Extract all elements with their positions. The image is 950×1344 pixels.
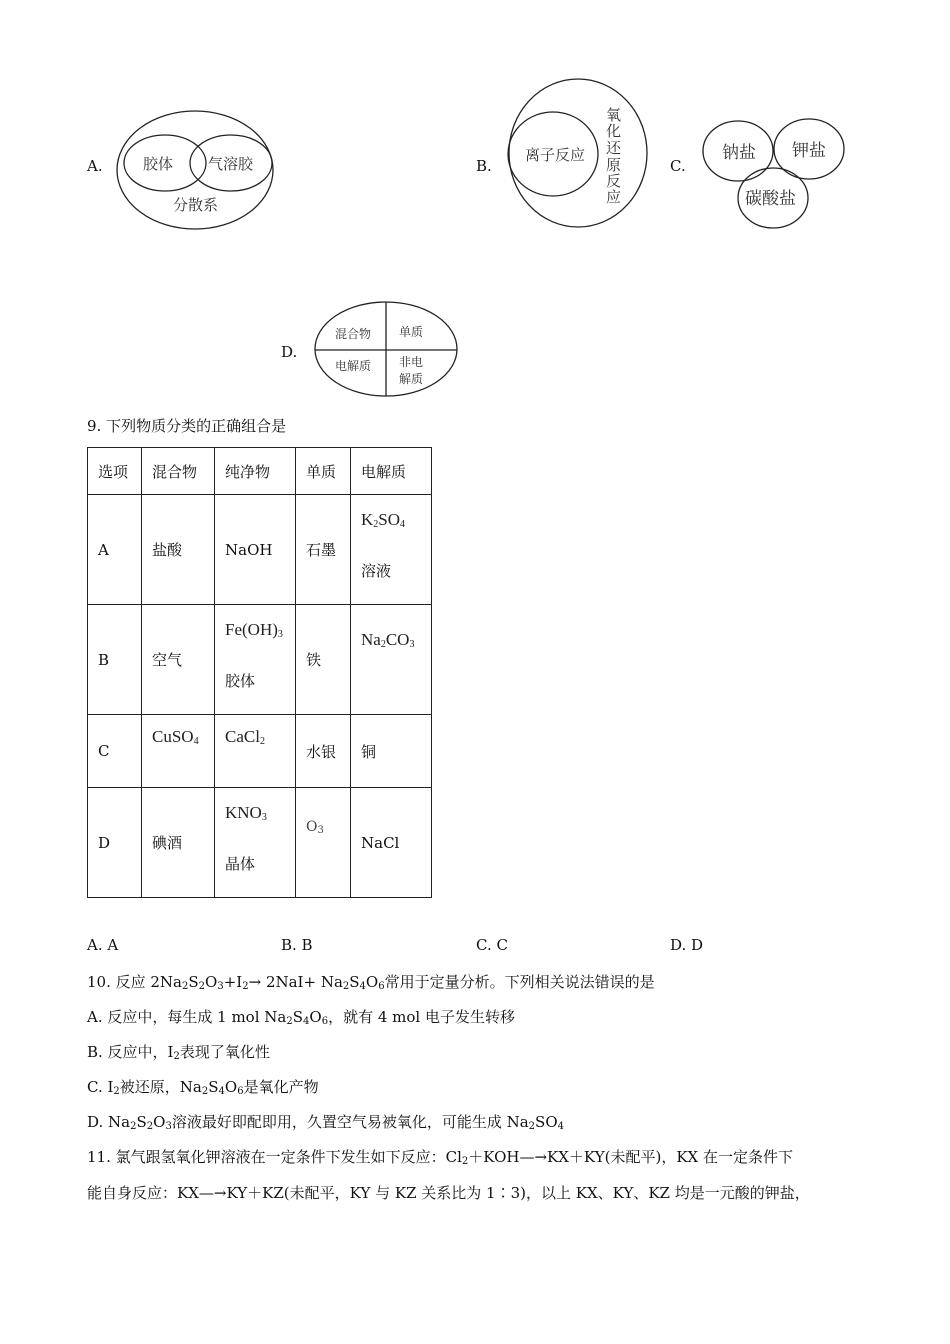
- row-b-option: B: [88, 605, 142, 715]
- row-c-electrolyte: 铜: [351, 715, 432, 788]
- diagram-d-non-2: 解质: [399, 372, 424, 386]
- option-d-label: D.: [281, 343, 298, 361]
- q9-answer-c: C. C: [476, 936, 508, 954]
- diagram-d-non-1: 非电: [399, 355, 424, 369]
- diagram-b-char-1: 氧: [606, 106, 622, 124]
- row-a-element: 石墨: [296, 495, 351, 605]
- diagram-a-right: 气溶胶: [208, 155, 254, 173]
- option-b-label: B.: [476, 157, 492, 175]
- row-b-electrolyte: $Na_2CO_3$: [351, 605, 432, 715]
- row-c-pure: CaCl$_2$: [215, 715, 296, 788]
- table-row: [88, 605, 432, 715]
- diagram-b-char-3: 还: [606, 139, 622, 157]
- row-d-pure: $KNO_3$ 晶体: [215, 788, 296, 898]
- table-row: [88, 495, 432, 605]
- row-a-option: A: [88, 495, 142, 605]
- q10-option-a: A. 反应中，每生成 1 mol $Na_2S_4O_6$，就有 4 mol 电子发生转移: [87, 1008, 515, 1027]
- venn-diagram-d: [313, 300, 459, 399]
- row-c-mixture: CuSO$_4$: [142, 715, 215, 788]
- q11-line-1: 11. 氯气跟氢氧化钾溶液在一定条件下发生如下反应：$Cl_2+KOH—\to KX+KY$(未配平)，KX 在一定条件下: [87, 1148, 793, 1167]
- diagram-a-outer: 分散系: [173, 196, 219, 214]
- diagram-b-inner: 离子反应: [525, 146, 586, 164]
- q9-answer-a: A. A: [87, 936, 119, 954]
- table-row: [88, 715, 432, 788]
- diagram-c-potassium: 钾盐: [792, 141, 826, 161]
- row-a-pure: NaOH: [215, 495, 296, 605]
- table-row: [88, 788, 432, 898]
- row-b-element: 铁: [296, 605, 351, 715]
- diagram-c-carbonate: 碳酸盐: [745, 189, 796, 209]
- q9-answer-b: B. B: [281, 936, 313, 954]
- q10-stem: 10. 反应 $2Na_2S_2O_3+I_2\to 2NaI+ Na_2S_4O_6$常用于定量分析。下列相关说法错误的是: [87, 973, 655, 992]
- header-mixture: 混合物: [142, 448, 215, 495]
- venn-diagram-a: [115, 108, 275, 232]
- diagram-b-char-2: 化: [606, 122, 622, 140]
- row-b-mixture: 空气: [142, 605, 215, 715]
- option-c-label: C.: [670, 157, 686, 175]
- row-d-mixture: 碘酒: [142, 788, 215, 898]
- header-electrolyte: 电解质: [351, 448, 432, 495]
- venn-diagram-c: [700, 118, 850, 232]
- q10-option-c: C. $I_2$被还原，$Na_2S_4O_6$是氧化产物: [87, 1078, 319, 1097]
- diagram-d-mixture: 混合物: [335, 327, 372, 341]
- row-b-pure: $Fe(OH)_3$ 胶体: [215, 605, 296, 715]
- diagram-d-element: 单质: [399, 325, 424, 339]
- row-d-element: $O_3$: [296, 788, 351, 898]
- row-a-electrolyte: $K_2SO_4$ 溶液: [351, 495, 432, 605]
- diagram-b-char-6: 应: [606, 188, 622, 206]
- row-c-option: C: [88, 715, 142, 788]
- q10-option-b: B. 反应中，$I_2$表现了氧化性: [87, 1043, 270, 1062]
- q9-table: [87, 447, 432, 898]
- q11-line-2: 能自身反应：KX—→KY＋KZ(未配平，KY 与 KZ 关系比为 1∶3)，以上 KX、KY、KZ 均是一元酸的钾盐，: [87, 1184, 810, 1202]
- option-a-label: A.: [87, 157, 103, 175]
- row-a-mixture: 盐酸: [142, 495, 215, 605]
- row-d-option: D: [88, 788, 142, 898]
- q10-option-d: D. $Na_2S_2O_3$溶液最好即配即用，久置空气易被氧化，可能生成 $Na_2SO_4$: [87, 1113, 564, 1132]
- header-option: 选项: [88, 448, 142, 495]
- diagram-a-left: 胶体: [143, 155, 174, 173]
- diagram-b-char-5: 反: [606, 172, 622, 190]
- diagram-d-electrolyte: 电解质: [335, 359, 372, 373]
- row-d-electrolyte: NaCl: [351, 788, 432, 898]
- row-c-element: 水银: [296, 715, 351, 788]
- diagram-b-char-4: 原: [606, 156, 622, 174]
- table-header-row: [88, 448, 432, 495]
- q9-answer-d: D. D: [670, 936, 704, 954]
- header-pure: 纯净物: [215, 448, 296, 495]
- diagram-c-sodium: 钠盐: [722, 143, 756, 163]
- header-element: 单质: [296, 448, 351, 495]
- q9-stem: 9. 下列物质分类的正确组合是: [87, 417, 287, 435]
- venn-diagram-b: [505, 77, 650, 233]
